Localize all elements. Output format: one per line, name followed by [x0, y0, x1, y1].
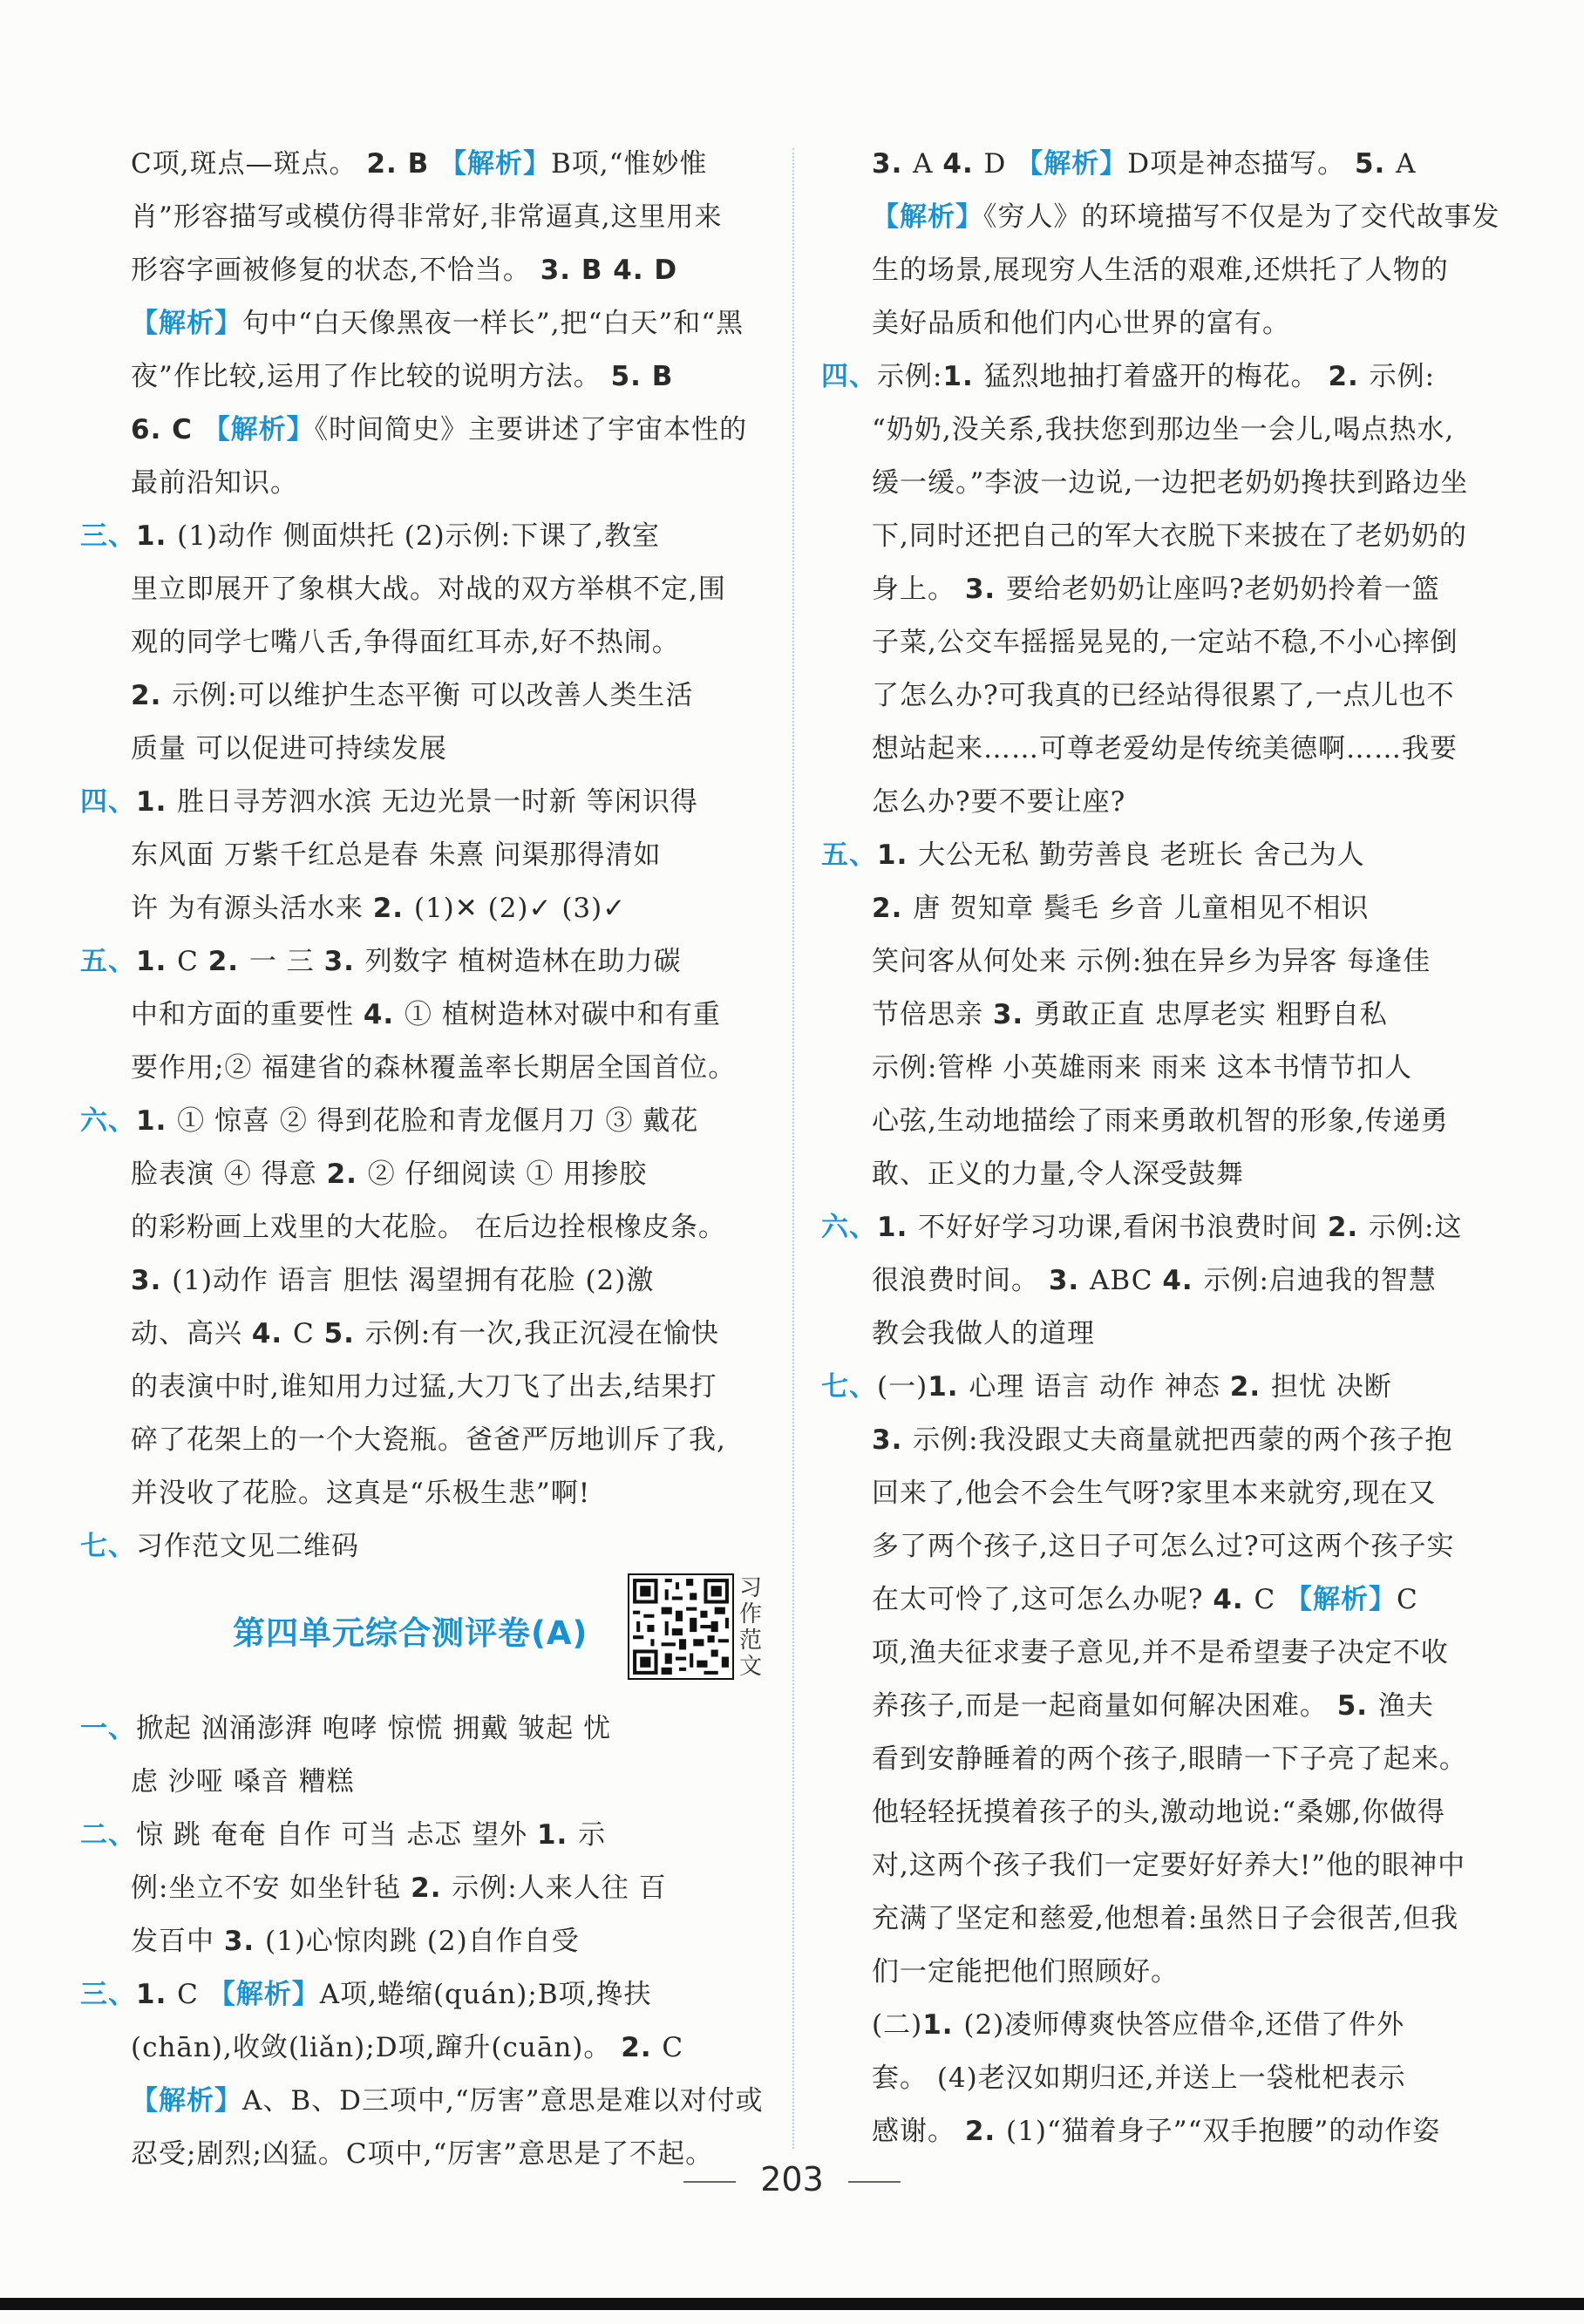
analysis-tag: 【解析】: [1016, 148, 1128, 180]
section-marker: 三、: [80, 1979, 136, 2010]
text-line: 子菜,公交车摇摇晃晃的,一定站不稳,不小心摔倒: [872, 627, 1458, 658]
section-3-line: 三、1. (1)动作 侧面烘托 (2)示例:下课了,教室: [80, 520, 660, 552]
bottom-bar: [0, 2298, 1584, 2310]
analysis-tag: 【解析】: [207, 1979, 320, 2010]
analysis-tag: 【解析】: [131, 2085, 242, 2117]
section-marker: 一、: [80, 1713, 136, 1744]
section-marker: 七、: [821, 1371, 877, 1403]
column-divider: [792, 148, 794, 2149]
text-line: 肖”形容描写或模仿得非常好,非常逼真,这里用来: [131, 201, 723, 233]
text-line: 生的场景,展现穷人生活的艰难,还烘托了人物的: [872, 255, 1449, 286]
text-line: 他轻轻抚摸着孩子的头,激动地说:“桑娜,你做得: [872, 1797, 1445, 1828]
analysis-tag: 【解析】: [872, 201, 983, 233]
section-marker: 六、: [80, 1105, 136, 1137]
text-line: 里立即展开了象棋大战。对战的双方举棋不定,围: [131, 574, 726, 605]
page-number: 203: [0, 2160, 1584, 2198]
text-line: 缓一缓。”李波一边说,一边把老奶奶搀扶到路边坐: [872, 467, 1469, 499]
text-line: 示例:管桦 小英雄雨来 雨来 这本书情节扣人: [872, 1052, 1413, 1084]
text-line: 了怎么办?可我真的已经站得很累了,一点儿也不: [872, 680, 1455, 711]
analysis-tag: 【解析】: [131, 308, 242, 339]
section-4-line: 四、示例:1. 猛烈地抽打着盛开的梅花。 2. 示例:: [821, 361, 1436, 392]
text-line: 最前沿知识。: [131, 467, 298, 499]
section-marker: 三、: [80, 520, 136, 552]
text-line: 6. C 【解析】《时间简史》主要讲述了宇宙本性的: [131, 414, 748, 445]
section-marker: 四、: [821, 361, 877, 392]
text-line: 并没收了花脸。这真是“乐极生悲”啊!: [131, 1478, 591, 1509]
text-line: 套。 (4)老汉如期归还,并送上一袋枇杷表示: [872, 2062, 1406, 2094]
text-line: 看到安静睡着的两个孩子,眼睛一下子亮了起来。: [872, 1743, 1467, 1775]
section-marker: 二、: [80, 1819, 136, 1851]
text-line: 东风面 万紫千红总是春 朱熹 问渠那得清如: [131, 839, 662, 871]
section-marker: 五、: [80, 946, 136, 977]
text-line: 对,这两个孩子我们一定要好好养大!”他的眼神中: [872, 1850, 1466, 1881]
text-line: 忍受;剧烈;凶猛。C项中,“厉害”意思是了不起。: [131, 2138, 714, 2170]
text-line: 2. 唐 贺知章 鬓毛 乡音 儿童相见不相识: [872, 893, 1370, 924]
section-4-line: 四、1. 胜日寻芳泗水滨 无边光景一时新 等闲识得: [80, 786, 698, 818]
page-number-dash: [683, 2181, 736, 2183]
text-line: 【解析】A、B、D三项中,“厉害”意思是难以对付或: [131, 2085, 764, 2117]
text-line: 节倍思亲 3. 勇敢正直 忠厚老实 粗野自私: [872, 999, 1388, 1030]
text-line: 【解析】句中“白天像黑夜一样长”,把“白天”和“黑: [131, 308, 744, 339]
text-line: 3. (1)动作 语言 胆怯 渴望拥有花脸 (2)激: [131, 1265, 655, 1296]
section-7-line: 七、(一)1. 心理 语言 动作 神态 2. 担忧 决断: [821, 1371, 1392, 1403]
text-line: 观的同学七嘴八舌,争得面红耳赤,好不热闹。: [131, 627, 680, 658]
text-line: 的彩粉画上戏里的大花脸。 在后边拴根橡皮条。: [131, 1212, 726, 1243]
section-1-line: 一、掀起 汹涌澎湃 咆哮 惊慌 拥戴 皱起 忧: [80, 1713, 612, 1744]
text-line: C项,斑点—斑点。 2. B 【解析】B项,“惟妙惟: [131, 148, 708, 180]
unit-title: 第四单元综合测评卷(A): [233, 1614, 588, 1652]
text-line: 充满了坚定和慈爱,他想着:虽然日子会很苦,但我: [872, 1903, 1459, 1934]
text-line: 回来了,他会不会生气呀?家里本来就穷,现在又: [872, 1478, 1437, 1509]
text-line: 夜”作比较,运用了作比较的说明方法。 5. B: [131, 361, 674, 392]
text-line: 的表演中时,谁知用力过猛,大刀飞了出去,结果打: [131, 1371, 717, 1403]
qr-label: 习 作 范 文: [738, 1575, 762, 1680]
text-line: 在太可怜了,这可怎么办呢? 4. C 【解析】C: [872, 1584, 1418, 1615]
text-line: 例:坐立不安 如坐针毡 2. 示例:人来人往 百: [131, 1872, 667, 1904]
text-line: 身上。 3. 要给老奶奶让座吗?老奶奶拎着一篮: [872, 574, 1440, 605]
analysis-tag: 【解析】: [1285, 1584, 1397, 1615]
text-line: 形容字画被修复的状态,不恰当。 3. B 4. D: [131, 255, 678, 286]
section-marker: 五、: [821, 839, 877, 871]
text-line: 下,同时还把自己的军大衣脱下来披在了老奶奶的: [872, 520, 1467, 552]
section-marker: 四、: [80, 786, 136, 818]
text-line: 【解析】《穷人》的环境描写不仅是为了交代故事发: [872, 201, 1500, 233]
text-line: 想站起来……可尊老爱幼是传统美德啊……我要: [872, 733, 1458, 764]
text-line: 们一定能把他们照顾好。: [872, 1956, 1179, 1988]
text-line: 虑 沙哑 嗓音 糟糕: [131, 1766, 355, 1797]
section-marker: 七、: [80, 1531, 136, 1562]
section-2-line: 二、惊 跳 奄奄 自作 可当 忐忑 望外 1. 示: [80, 1819, 607, 1851]
section-7-line: 七、习作范文见二维码: [80, 1531, 359, 1562]
section-5-line: 五、1. C 2. 一 三 3. 列数字 植树造林在助力碳: [80, 946, 682, 977]
section-3-line: 三、1. C 【解析】A项,蜷缩(quán);B项,搀扶: [80, 1979, 652, 2010]
text-line: 笑问客从何处来 示例:独在异乡为异客 每逢佳: [872, 946, 1431, 977]
qr-code[interactable]: [628, 1573, 734, 1680]
text-line: 发百中 3. (1)心惊肉跳 (2)自作自受: [131, 1926, 580, 1957]
text-line: (chān),收敛(liǎn);D项,蹿升(cuān)。 2. C: [131, 2032, 684, 2063]
text-line: 许 为有源头活水来 2. (1)✕ (2)✓ (3)✓: [131, 893, 627, 924]
section-marker: 六、: [821, 1212, 877, 1243]
right-column: [821, 138, 1510, 2158]
section-6-line: 六、1. 不好好学习功课,看闲书浪费时间 2. 示例:这: [821, 1212, 1463, 1243]
text-line: 2. 示例:可以维护生态平衡 可以改善人类生活: [131, 680, 694, 711]
text-line: 脸表演 ④ 得意 2. ② 仔细阅读 ① 用掺胶: [131, 1159, 648, 1190]
text-line: 教会我做人的道理: [872, 1318, 1095, 1349]
text-line: 项,渔夫征求妻子意见,并不是希望妻子决定不收: [872, 1637, 1449, 1668]
text-line: 很浪费时间。 3. ABC 4. 示例:启迪我的智慧: [872, 1265, 1437, 1296]
page-number-dash: [848, 2181, 901, 2183]
analysis-tag: 【解析】: [202, 414, 315, 445]
text-line: 质量 可以促进可持续发展: [131, 733, 447, 764]
text-line: 3. A 4. D 【解析】D项是神态描写。 5. A: [872, 148, 1417, 180]
unit-title-block: [80, 1573, 769, 1702]
analysis-tag: 【解析】: [439, 148, 551, 180]
text-line: 美好品质和他们内心世界的富有。: [872, 308, 1290, 339]
text-line: 要作用;② 福建省的森林覆盖率长期居全国首位。: [131, 1052, 737, 1084]
qr-code-icon: [629, 1575, 732, 1678]
text-line: 敢、正义的力量,令人深受鼓舞: [872, 1159, 1244, 1190]
text-line: 心弦,生动地描绘了雨来勇敢机智的形象,传递勇: [872, 1105, 1449, 1137]
text-line: 感谢。 2. (1)“猫着身子”“双手抱腰”的动作姿: [872, 2116, 1441, 2147]
text-line: 养孩子,而是一起商量如何解决困难。 5. 渔夫: [872, 1690, 1434, 1722]
text-line: 多了两个孩子,这日子可怎么过?可这两个孩子实: [872, 1531, 1455, 1562]
section-5-line: 五、1. 大公无私 勤劳善良 老班长 舍己为人: [821, 839, 1365, 871]
text-line: 怎么办?要不要让座?: [872, 786, 1126, 818]
left-column: [80, 138, 769, 2181]
text-line: 碎了花架上的一个大瓷瓶。爸爸严厉地训斥了我,: [131, 1424, 726, 1456]
text-line: 3. 示例:我没跟丈夫商量就把西蒙的两个孩子抱: [872, 1424, 1453, 1456]
section-6-line: 六、1. ① 惊喜 ② 得到花脸和青龙偃月刀 ③ 戴花: [80, 1105, 699, 1137]
text-line: 动、高兴 4. C 5. 示例:有一次,我正沉浸在愉快: [131, 1318, 720, 1349]
text-line: (二)1. (2)凌师傅爽快答应借伞,还借了件外: [872, 2009, 1405, 2041]
text-line: 中和方面的重要性 4. ① 植树造林对碳中和有重: [131, 999, 721, 1030]
text-line: “奶奶,没关系,我扶您到那边坐一会儿,喝点热水,: [872, 414, 1455, 445]
